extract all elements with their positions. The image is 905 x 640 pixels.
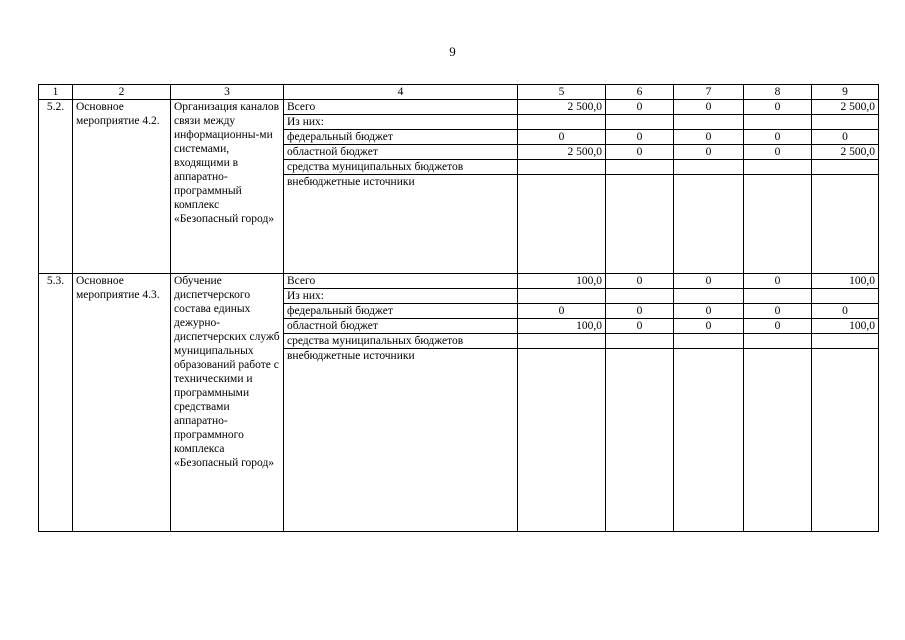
value-cell	[744, 334, 812, 349]
event-name: Основное мероприятие 4.2.	[73, 100, 171, 274]
table-header-row	[39, 85, 879, 100]
value-cell	[812, 160, 879, 175]
value-cell	[518, 349, 606, 532]
value-cell: 0	[606, 100, 674, 115]
item-number: 5.2.	[39, 100, 73, 274]
value-cell	[606, 175, 674, 274]
column-header: 8	[744, 85, 812, 100]
value-cell	[674, 289, 744, 304]
value-cell	[744, 175, 812, 274]
value-cell: 0	[744, 274, 812, 289]
value-cell: 100,0	[518, 319, 606, 334]
value-cell: 0	[674, 130, 744, 145]
table-row	[39, 274, 879, 289]
funding-source-label: областной бюджет	[284, 319, 518, 334]
value-cell	[606, 349, 674, 532]
value-cell	[812, 349, 879, 532]
value-cell: 0	[744, 319, 812, 334]
value-cell: 0	[674, 319, 744, 334]
value-cell: 2 500,0	[518, 100, 606, 115]
value-cell: 0	[674, 304, 744, 319]
value-cell	[674, 115, 744, 130]
value-cell: 0	[606, 145, 674, 160]
value-cell: 2 500,0	[812, 100, 879, 115]
value-cell: 0	[674, 145, 744, 160]
item-number: 5.3.	[39, 274, 73, 532]
value-cell	[518, 334, 606, 349]
event-description: Обучение диспетчерского состава единых дежурно-диспетчерских служб муниципальных образований работе с техническими и программными средствами аппаратно-программного комплекса «Безопасный город»	[171, 274, 284, 532]
page-number: 9	[449, 44, 456, 59]
funding-source-label: внебюджетные источники	[284, 175, 518, 274]
value-cell	[606, 115, 674, 130]
column-header: 7	[674, 85, 744, 100]
table-row	[39, 100, 879, 115]
value-cell: 0	[606, 130, 674, 145]
value-cell: 100,0	[812, 274, 879, 289]
value-cell: 100,0	[518, 274, 606, 289]
column-header: 3	[171, 85, 284, 100]
value-cell: 100,0	[812, 319, 879, 334]
column-header: 9	[812, 85, 879, 100]
value-cell: 0	[744, 145, 812, 160]
value-cell	[518, 289, 606, 304]
value-cell: 0	[812, 130, 879, 145]
value-cell	[812, 115, 879, 130]
funding-source-label: средства муниципальных бюджетов	[284, 334, 518, 349]
value-cell: 0	[606, 274, 674, 289]
column-header: 6	[606, 85, 674, 100]
value-cell: 0	[606, 304, 674, 319]
value-cell	[744, 349, 812, 532]
value-cell: 0	[812, 304, 879, 319]
value-cell: 0	[606, 319, 674, 334]
value-cell	[518, 160, 606, 175]
value-cell: 0	[674, 274, 744, 289]
funding-source-label: Всего	[284, 100, 518, 115]
value-cell	[518, 175, 606, 274]
funding-source-label: Всего	[284, 274, 518, 289]
value-cell: 0	[744, 130, 812, 145]
funding-source-label: областной бюджет	[284, 145, 518, 160]
value-cell	[812, 334, 879, 349]
funding-source-label: федеральный бюджет	[284, 130, 518, 145]
value-cell	[812, 289, 879, 304]
column-header: 1	[39, 85, 73, 100]
column-header: 2	[73, 85, 171, 100]
value-cell: 0	[674, 100, 744, 115]
funding-source-label: внебюджетные источники	[284, 349, 518, 532]
funding-source-label: федеральный бюджет	[284, 304, 518, 319]
budget-table	[38, 84, 879, 532]
event-name: Основное мероприятие 4.3.	[73, 274, 171, 532]
value-cell	[744, 289, 812, 304]
value-cell: 2 500,0	[812, 145, 879, 160]
funding-source-label: средства муниципальных бюджетов	[284, 160, 518, 175]
value-cell	[744, 160, 812, 175]
value-cell	[674, 160, 744, 175]
value-cell: 2 500,0	[518, 145, 606, 160]
value-cell: 0	[518, 130, 606, 145]
value-cell	[674, 334, 744, 349]
value-cell: 0	[744, 100, 812, 115]
funding-source-label: Из них:	[284, 289, 518, 304]
value-cell	[674, 349, 744, 532]
value-cell	[812, 175, 879, 274]
value-cell	[518, 115, 606, 130]
value-cell	[606, 289, 674, 304]
value-cell	[606, 334, 674, 349]
value-cell: 0	[518, 304, 606, 319]
value-cell	[606, 160, 674, 175]
value-cell	[744, 115, 812, 130]
value-cell: 0	[744, 304, 812, 319]
column-header: 4	[284, 85, 518, 100]
funding-source-label: Из них:	[284, 115, 518, 130]
column-header: 5	[518, 85, 606, 100]
value-cell	[674, 175, 744, 274]
event-description: Организация каналов связи между информационны-ми системами, входящими в аппаратно-программный комплекс «Безопасный город»	[171, 100, 284, 274]
